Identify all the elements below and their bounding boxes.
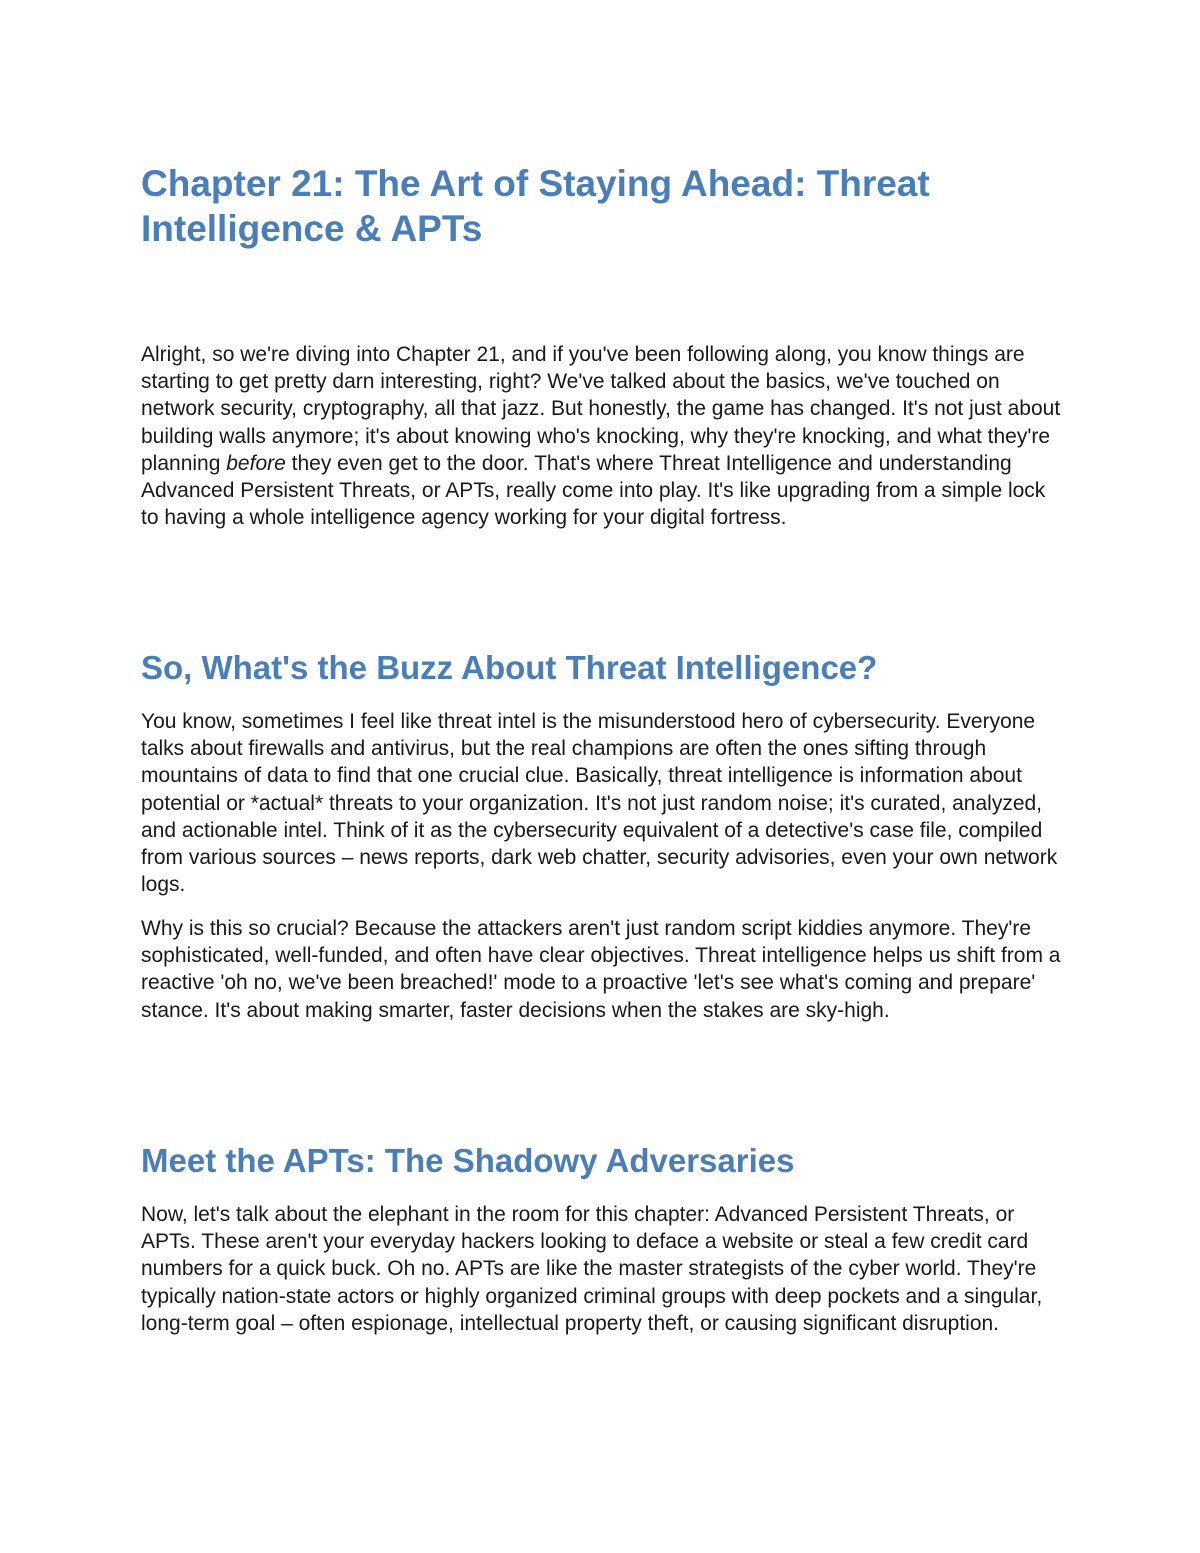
intro-paragraph xyxy=(141,341,1066,531)
intro-emphasis: before xyxy=(226,451,286,475)
threat-intel-paragraph-1: You know, sometimes I feel like threat intel is the misunderstood hero of cybersecurity. Everyone talks about firewalls and antivirus, but the real champions are often the ones sifting through mountains of data to find that one crucial clue. Basically, threat intelligence is information about potential or *actual* threats to your organization. It's not just random noise; it's curated, analyzed, and actionable intel. Think of it as the cybersecurity equivalent of a detective's case file, compiled from various sources – news reports, dark web chatter, security advisories, even your own network logs. xyxy=(141,710,1058,897)
threat-intel-paragraph-2: Why is this so crucial? Because the attackers aren't just random script kiddies anymore. They're sophisticated, well-funded, and often have clear objectives. Threat intelligence helps us shift from a reactive 'oh no, we've been breached!' mode to a proactive 'let's see what's coming and prepare' stance. It's about making smarter, faster decisions when the stakes are sky-high. xyxy=(141,917,1061,1022)
chapter-title: Chapter 21: The Art of Staying Ahead: Threat Intelligence & APTs xyxy=(141,163,930,249)
apts-paragraph-1: Now, let's talk about the elephant in the room for this chapter: Advanced Persistent Threats, or APTs. These aren't your everyday hackers looking to deface a website or steal a few credit card numbers for a quick buck. Oh no. APTs are like the master strategists of the cyber world. They're typically nation-state actors or highly organized criminal groups with deep pockets and a singular, long-term goal – often espionage, intellectual property theft, or causing significant disruption. xyxy=(141,1203,1043,1335)
section-heading-threat-intelligence: So, What's the Buzz About Threat Intelligence? xyxy=(141,649,878,686)
intro-text-before: Alright, so we're diving into Chapter 21, and if you've been following along, you know things are starting to get pretty darn interesting, right? We've talked about the basics, we've touched on network security, cryptography, all that jazz. But honestly, the game has changed. It's not just about building walls anymore; it's about knowing who's knocking, why they're knocking, and what they're planning xyxy=(141,343,1061,475)
section-heading-apts: Meet the APTs: The Shadowy Adversaries xyxy=(141,1142,795,1179)
intro-text-after: they even get to the door. That's where Threat Intelligence and understanding Advanced Persistent Threats, or APTs, really come into play. It's like upgrading from a simple lock to having a whole intelligence agency working for your digital fortress. xyxy=(141,451,1046,530)
